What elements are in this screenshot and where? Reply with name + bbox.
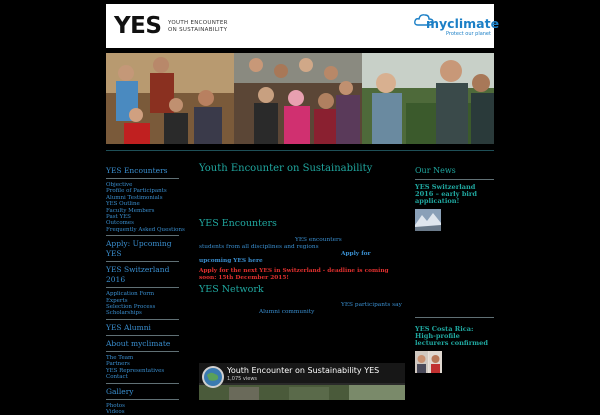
nav-partners[interactable]: Partners (106, 361, 130, 368)
upcoming-yes-link[interactable]: upcoming YES here (199, 258, 263, 264)
news-divider (415, 179, 494, 180)
nav-about-myclimate[interactable]: About myclimate (106, 338, 171, 348)
myclimate-logo[interactable]: myclimate (426, 16, 500, 31)
participants-photo (106, 53, 494, 144)
nav-application-form[interactable]: Application Form (106, 291, 155, 298)
header-divider (106, 150, 494, 151)
apply-link[interactable]: Apply for (341, 251, 371, 257)
nav-divider (106, 335, 179, 336)
nav-yes-outline[interactable]: YES Outline (106, 201, 140, 208)
nav-faq[interactable]: Frequently Asked Questions (106, 226, 185, 233)
nav-scholarships[interactable]: Scholarships (106, 310, 142, 317)
header-photo-collage (106, 53, 494, 144)
encounters-heading: YES Encounters (199, 218, 277, 229)
video-views: 1,075 views (227, 376, 258, 382)
nav-yes-alumni[interactable]: YES Alumni (106, 322, 151, 332)
nav-divider (106, 287, 179, 288)
nav-yes-switzerland-2016[interactable]: YES Switzerland 2016 (106, 265, 170, 285)
nav-divider (106, 235, 179, 236)
yes-logo[interactable]: YES (114, 13, 162, 39)
alumni-community-text: Alumni community (259, 309, 315, 315)
nav-outcomes[interactable]: Outcomes (106, 220, 134, 227)
yes-participants-link[interactable]: YES participants say (341, 302, 402, 308)
nav-objective[interactable]: Objective (106, 182, 133, 188)
nav-photos[interactable]: Photos (106, 402, 125, 409)
deadline-alert: Apply for the next YES in Switzerland - deadline is coming soon: 15th December 2015! (199, 268, 389, 281)
yes-logo-tagline: YOUTH ENCOUNTER ON SUSTAINABILITY (168, 20, 228, 33)
nav-the-team[interactable]: The Team (106, 354, 134, 361)
nav-yes-representatives[interactable]: YES Representatives (106, 367, 165, 374)
nav-apply-upcoming-yes[interactable]: Apply: Upcoming YES (106, 239, 172, 259)
encounters-text: students from all disciplines and regions (199, 244, 319, 250)
news-heading: Our News (415, 166, 456, 175)
nav-yes-encounters[interactable]: YES Encounters (106, 166, 168, 175)
news-item-yes-switzerland[interactable]: YES Switzerland 2016 – early bird application! (415, 183, 478, 206)
nav-profile-of-participants[interactable]: Profile of Participants (106, 188, 167, 195)
video-title[interactable]: Youth Encounter on Sustainability YES (227, 366, 380, 375)
news-thumbnail-lecturers[interactable] (415, 351, 442, 373)
nav-gallery[interactable]: Gallery (106, 386, 134, 396)
nav-past-yes[interactable]: Past YES (106, 214, 131, 221)
nav-contact[interactable]: Contact (106, 374, 128, 381)
nav-divider (106, 383, 179, 384)
site-header (106, 4, 500, 48)
nav-divider (106, 261, 179, 262)
nav-alumni-testimonials[interactable]: Alumni Testimonials (106, 194, 163, 201)
page-title: Youth Encounter on Sustainability (199, 163, 373, 174)
news-thumbnail-mountains[interactable] (415, 209, 441, 231)
nav-divider (106, 351, 179, 352)
nav-faculty-members[interactable]: Faculty Members (106, 207, 155, 214)
nav-divider (106, 399, 179, 400)
nav-videos[interactable]: Videos (106, 408, 125, 415)
nav-divider (106, 319, 179, 320)
news-item-yes-costa-rica[interactable]: YES Costa Rica: High-profile lecturers confirmed (415, 324, 488, 348)
main-content (199, 163, 405, 316)
yes-encounters-link[interactable]: YES encounters (295, 237, 342, 243)
network-heading: YES Network (199, 284, 264, 295)
youtube-video-embed[interactable] (199, 363, 405, 400)
myclimate-tagline: Protect our planet (446, 31, 491, 37)
news-sidebar (415, 166, 494, 373)
sidebar-nav (106, 166, 185, 415)
nav-divider (106, 178, 179, 179)
nav-selection-process[interactable]: Selection Process (106, 304, 156, 311)
news-divider (415, 317, 494, 318)
nav-experts[interactable]: Experts (106, 297, 128, 304)
